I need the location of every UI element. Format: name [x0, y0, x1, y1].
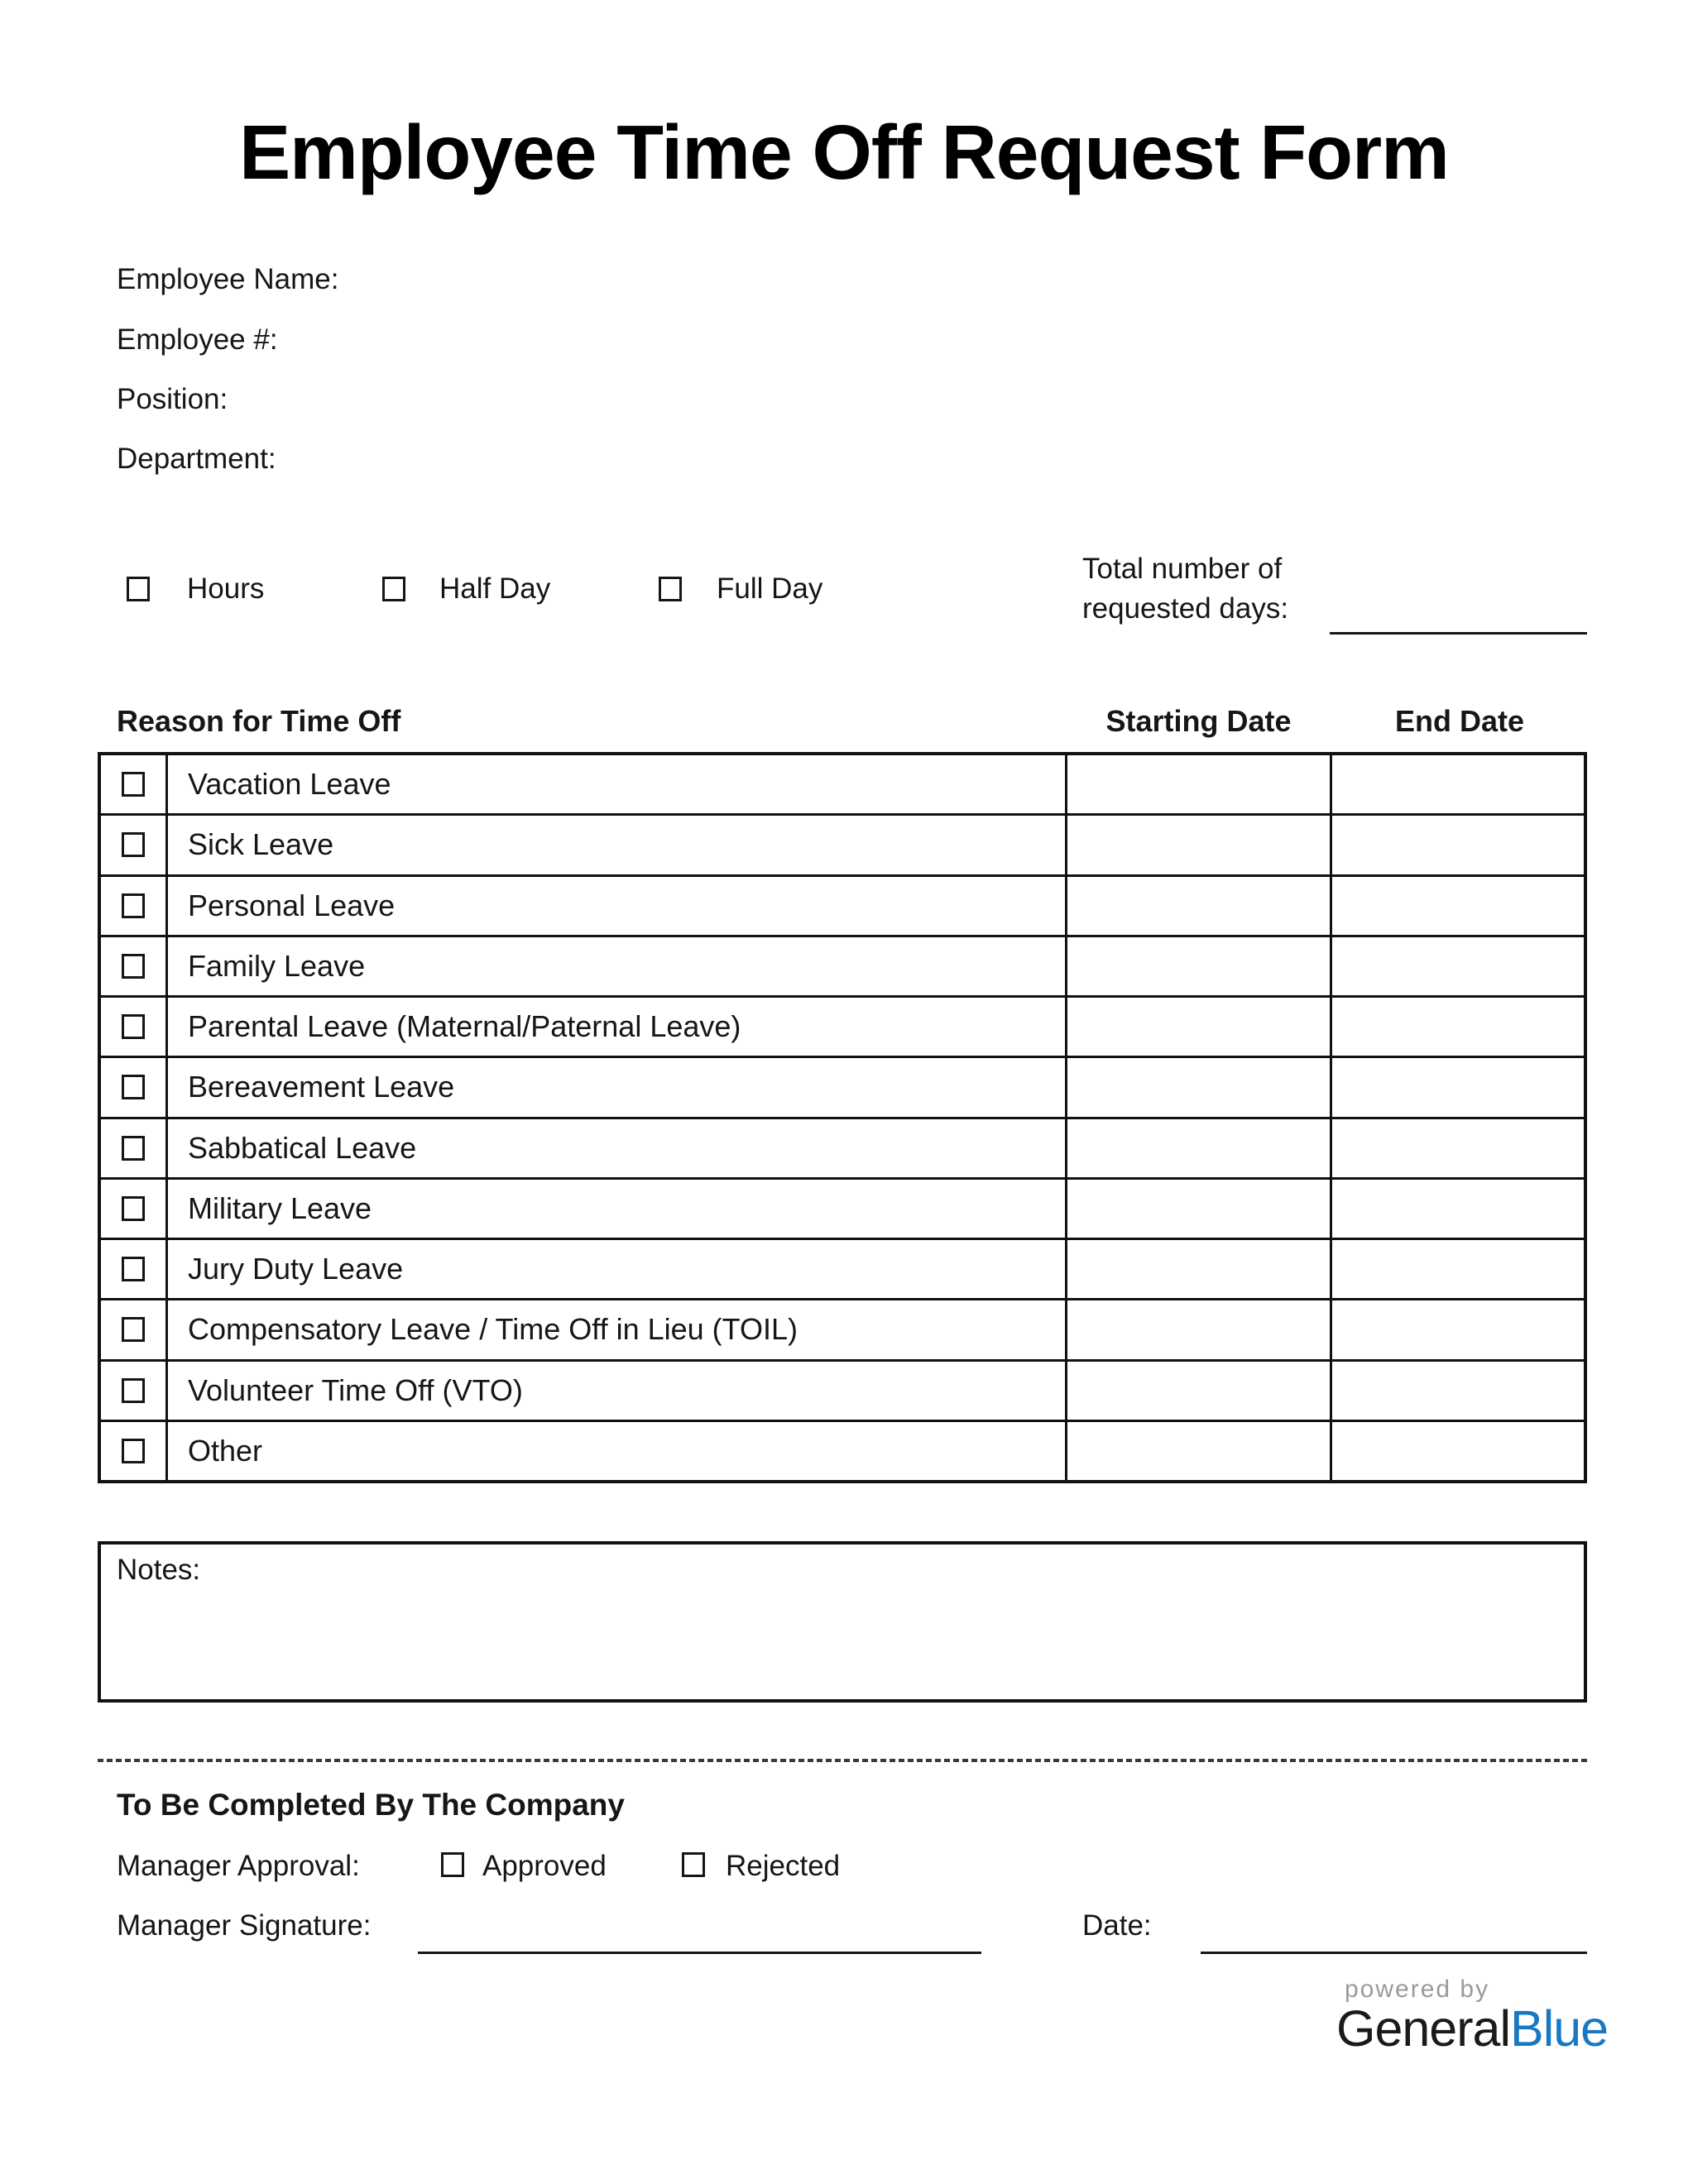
- hours-checkbox[interactable]: [127, 577, 150, 601]
- total-days-label-line1: Total number of: [1082, 553, 1283, 585]
- full-day-label: Full Day: [717, 572, 823, 605]
- table-row: [101, 1240, 1584, 1300]
- starting-date-cell[interactable]: [1065, 1300, 1330, 1358]
- end-date-column-header: End Date: [1394, 704, 1525, 738]
- table-row: [101, 1180, 1584, 1240]
- table-row: [101, 998, 1584, 1058]
- notes-box[interactable]: [98, 1541, 1587, 1703]
- leave-reason-label: Sabbatical Leave: [165, 1119, 1065, 1177]
- total-days-label: [1082, 549, 1288, 629]
- starting-date-cell[interactable]: [1065, 755, 1330, 813]
- row-checkbox-cell: [101, 1058, 165, 1116]
- leave-reason-label: Volunteer Time Off (VTO): [165, 1362, 1065, 1420]
- row-checkbox-cell: [101, 755, 165, 813]
- leave-reason-checkbox[interactable]: [122, 1317, 145, 1342]
- end-date-cell[interactable]: [1330, 1422, 1584, 1480]
- starting-date-cell[interactable]: [1065, 816, 1330, 874]
- page-title: Employee Time Off Request Form: [239, 109, 1449, 195]
- reason-column-header: Reason for Time Off: [117, 704, 401, 738]
- manager-signature-line[interactable]: [418, 1911, 981, 1954]
- starting-date-cell[interactable]: [1065, 1422, 1330, 1480]
- table-row: [101, 877, 1584, 937]
- leave-reason-label: Family Leave: [165, 937, 1065, 995]
- end-date-cell[interactable]: [1330, 1180, 1584, 1238]
- leave-reason-checkbox[interactable]: [122, 1196, 145, 1221]
- row-checkbox-cell: [101, 877, 165, 935]
- starting-date-cell[interactable]: [1065, 1180, 1330, 1238]
- approved-checkbox[interactable]: [441, 1852, 464, 1877]
- leave-reason-label: Personal Leave: [165, 877, 1065, 935]
- leave-reason-label: Bereavement Leave: [165, 1058, 1065, 1116]
- starting-date-cell[interactable]: [1065, 877, 1330, 935]
- end-date-cell[interactable]: [1330, 755, 1584, 813]
- leave-reason-label: Sick Leave: [165, 816, 1065, 874]
- logo-general-text: General: [1336, 2000, 1511, 2057]
- leave-reason-checkbox[interactable]: [122, 1439, 145, 1463]
- leave-reasons-table: [98, 752, 1587, 1483]
- leave-reason-label: Vacation Leave: [165, 755, 1065, 813]
- date-label: Date:: [1082, 1909, 1152, 1942]
- employee-name-label: Employee Name:: [117, 263, 339, 295]
- end-date-cell[interactable]: [1330, 1362, 1584, 1420]
- row-checkbox-cell: [101, 1300, 165, 1358]
- end-date-cell[interactable]: [1330, 1300, 1584, 1358]
- powered-by-text: powered by: [1345, 1976, 1490, 2003]
- notes-label: Notes:: [117, 1554, 201, 1586]
- company-section-heading: To Be Completed By The Company: [117, 1788, 625, 1822]
- total-days-label-line2: requested days:: [1082, 592, 1289, 625]
- starting-date-cell[interactable]: [1065, 1119, 1330, 1177]
- table-row: [101, 755, 1584, 816]
- half-day-checkbox[interactable]: [382, 577, 405, 601]
- logo-blue-text: Blue: [1510, 2000, 1609, 2057]
- half-day-label: Half Day: [439, 572, 551, 605]
- end-date-cell[interactable]: [1330, 816, 1584, 874]
- section-divider: [98, 1759, 1587, 1762]
- manager-approval-label: Manager Approval:: [117, 1850, 360, 1882]
- row-checkbox-cell: [101, 1119, 165, 1177]
- leave-reason-checkbox[interactable]: [122, 954, 145, 979]
- employee-number-label: Employee #:: [117, 323, 278, 356]
- rejected-checkbox[interactable]: [682, 1852, 705, 1877]
- leave-reason-checkbox[interactable]: [122, 1257, 145, 1281]
- table-row: [101, 1058, 1584, 1118]
- starting-date-cell[interactable]: [1065, 1058, 1330, 1116]
- rejected-label: Rejected: [726, 1850, 841, 1882]
- department-label: Department:: [117, 443, 276, 475]
- starting-date-cell[interactable]: [1065, 1362, 1330, 1420]
- end-date-cell[interactable]: [1330, 998, 1584, 1056]
- end-date-cell[interactable]: [1330, 1058, 1584, 1116]
- leave-reason-label: Military Leave: [165, 1180, 1065, 1238]
- leave-reason-label: Compensatory Leave / Time Off in Lieu (TOIL): [165, 1300, 1065, 1358]
- table-row: [101, 1362, 1584, 1422]
- end-date-cell[interactable]: [1330, 1119, 1584, 1177]
- leave-reason-label: Parental Leave (Maternal/Paternal Leave): [165, 998, 1065, 1056]
- starting-date-cell[interactable]: [1065, 1240, 1330, 1298]
- row-checkbox-cell: [101, 1240, 165, 1298]
- leave-reason-checkbox[interactable]: [122, 1014, 145, 1039]
- row-checkbox-cell: [101, 937, 165, 995]
- end-date-cell[interactable]: [1330, 1240, 1584, 1298]
- date-input-line[interactable]: [1201, 1911, 1587, 1954]
- leave-reason-checkbox[interactable]: [122, 1075, 145, 1099]
- starting-date-cell[interactable]: [1065, 937, 1330, 995]
- hours-label: Hours: [187, 572, 265, 605]
- total-days-input-line[interactable]: [1330, 592, 1587, 635]
- leave-reason-checkbox[interactable]: [122, 832, 145, 857]
- row-checkbox-cell: [101, 816, 165, 874]
- table-row: [101, 816, 1584, 876]
- leave-reason-checkbox[interactable]: [122, 1378, 145, 1403]
- leave-reason-checkbox[interactable]: [122, 893, 145, 918]
- starting-date-column-header: Starting Date: [1105, 704, 1292, 738]
- row-checkbox-cell: [101, 1422, 165, 1480]
- leave-reason-label: Other: [165, 1422, 1065, 1480]
- leave-reason-label: Jury Duty Leave: [165, 1240, 1065, 1298]
- leave-reason-checkbox[interactable]: [122, 772, 145, 797]
- full-day-checkbox[interactable]: [659, 577, 682, 601]
- end-date-cell[interactable]: [1330, 877, 1584, 935]
- table-row: [101, 937, 1584, 998]
- starting-date-cell[interactable]: [1065, 998, 1330, 1056]
- table-row: [101, 1422, 1584, 1480]
- row-checkbox-cell: [101, 998, 165, 1056]
- end-date-cell[interactable]: [1330, 937, 1584, 995]
- general-blue-logo: [1336, 2000, 1609, 2057]
- approved-label: Approved: [482, 1850, 607, 1882]
- row-checkbox-cell: [101, 1180, 165, 1238]
- table-row: [101, 1119, 1584, 1180]
- manager-signature-label: Manager Signature:: [117, 1909, 372, 1942]
- position-label: Position:: [117, 383, 228, 415]
- table-row: [101, 1300, 1584, 1361]
- leave-reason-checkbox[interactable]: [122, 1136, 145, 1161]
- row-checkbox-cell: [101, 1362, 165, 1420]
